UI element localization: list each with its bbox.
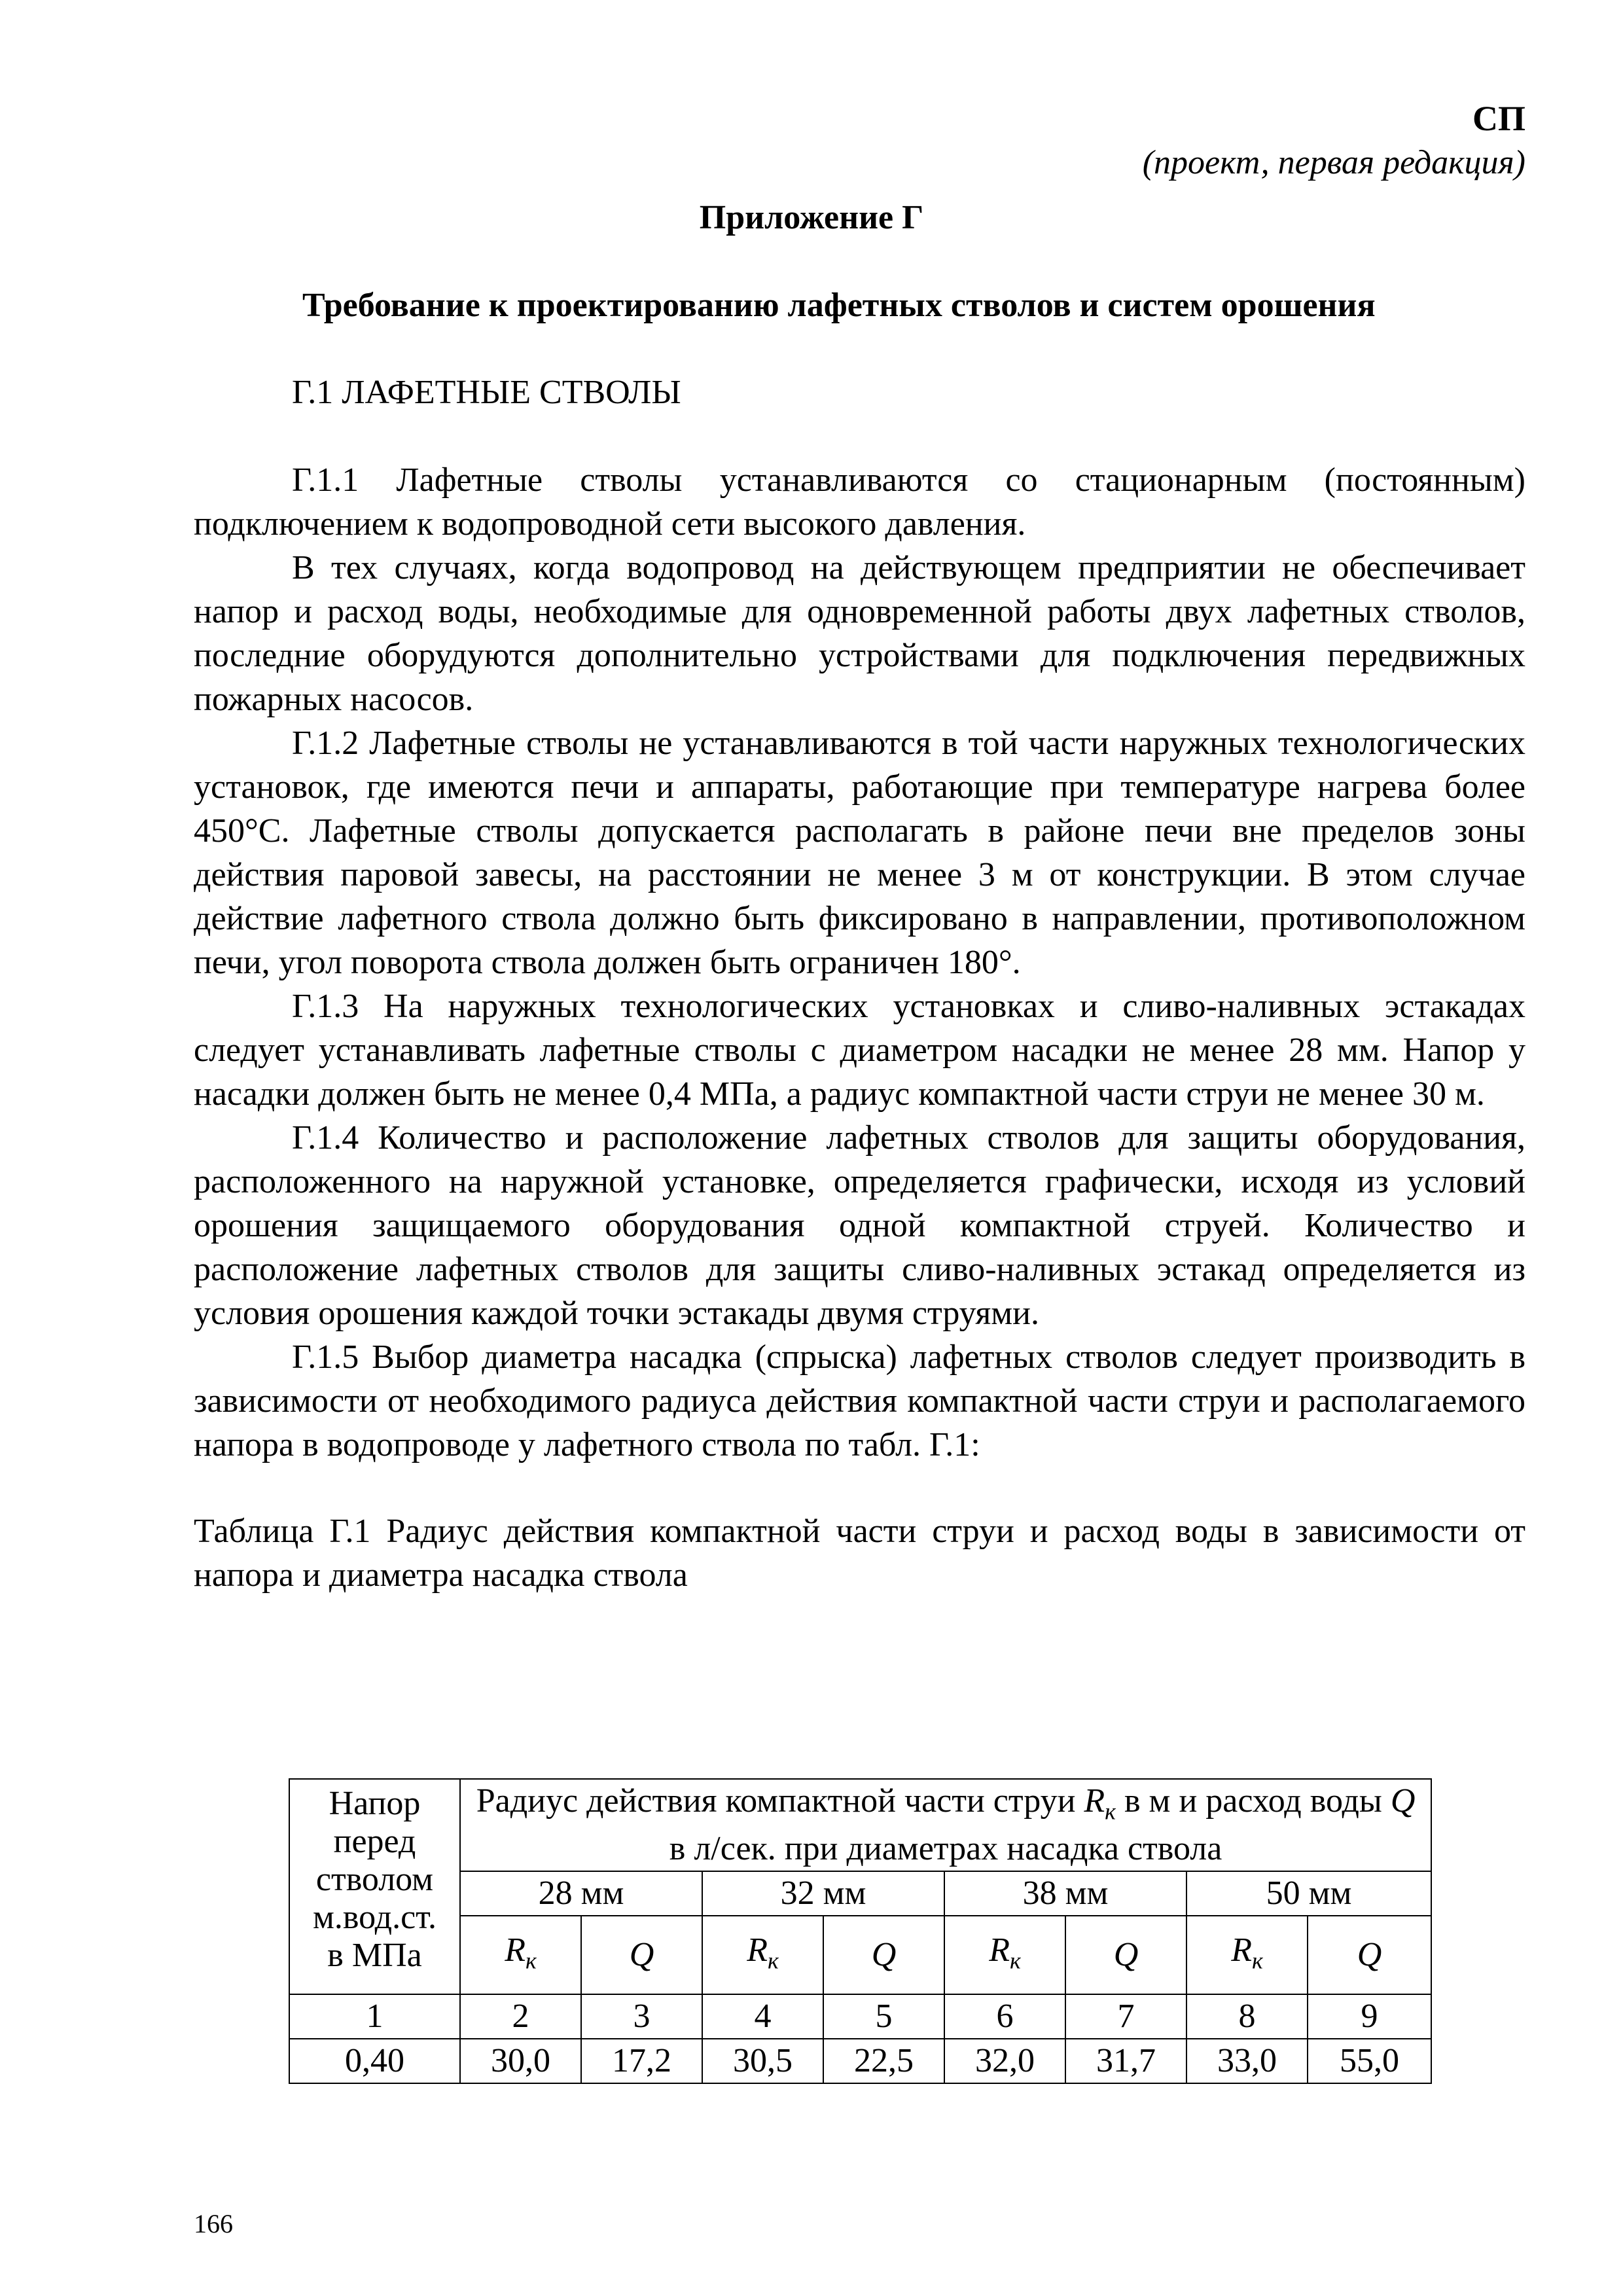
column-number: 4	[702, 1994, 823, 2039]
rk-header: $R_к$	[944, 1916, 1065, 1994]
table-cell: 0,40	[289, 2039, 460, 2083]
radius-flow-header: Радиус действия компактной части струи $R_к$ в м и расход воды Q в л/сек. при диаметрах насадка ствола	[460, 1779, 1431, 1871]
q-header: Q	[1065, 1916, 1186, 1994]
table-cell: 33,0	[1186, 2039, 1308, 2083]
requirement-title: Требование к проектированию лафетных стволов и систем орошения	[302, 287, 1376, 324]
appendix-title: Приложение Г	[699, 199, 924, 236]
column-number: 5	[823, 1994, 944, 2039]
section-heading: Г.1 ЛАФЕТНЫЕ СТВОЛЫ	[292, 374, 681, 411]
rk-header: $R_к$	[1186, 1916, 1308, 1994]
column-number: 2	[460, 1994, 581, 2039]
rk-header: $R_к$	[460, 1916, 581, 1994]
table-cell: 30,0	[460, 2039, 581, 2083]
diameter-28-header: 28 мм	[460, 1871, 702, 1916]
diameter-32-header: 32 мм	[702, 1871, 944, 1916]
q-header: Q	[823, 1916, 944, 1994]
table-caption: Таблица Г.1 Радиус действия компактной части струи и расход воды в зависимости от напора и диаметра насадка ствола	[194, 1513, 1525, 1594]
paragraph-g-1-4: Г.1.4 Количество и расположение лафетных стволов для защиты оборудования, расположенного на наружной установке, определяется графически, исходя из условий орошения защищаемого оборудования одной компактной струей. Количество и расположение лафетных стволов для защиты сливо-наливных эстакад определяется из условия орошения каждой точки эстакады двумя струями.	[194, 1119, 1525, 1332]
q-header: Q	[1308, 1916, 1431, 1994]
paragraph-g-1-3: Г.1.3 На наружных технологических установках и сливо-наливных эстакадах следует устанавливать лафетные стволы с диаметром насадки не менее 28 мм. Напор у насадки должен быть не менее 0,4 МПа, а радиус компактной части струи не менее 30 м.	[194, 988, 1525, 1113]
column-number: 6	[944, 1994, 1065, 2039]
pressure-header-cell: Напор перед стволом м.вод.ст. в МПа	[289, 1779, 460, 1994]
document-code: СП	[1472, 99, 1525, 138]
column-number-row	[289, 1994, 1431, 2039]
column-number: 8	[1186, 1994, 1308, 2039]
body-text	[194, 458, 1525, 1597]
q-header: Q	[581, 1916, 702, 1994]
column-number: 7	[1065, 1994, 1186, 2039]
paragraph-g-1-2: Г.1.2 Лафетные стволы не устанавливаются в той части наружных технологических установок, где имеются печи и аппараты, работающие при температуре нагрева более 450°С. Лафетные стволы допускается располагать в районе печи вне пределов зоны действия паровой завесы, на расстоянии не менее 3 м от конструкции. В этом случае действие лафетного ствола должно быть фиксировано в направлении, противоположном печи, угол поворота ствола должен быть ограничен 180°.	[194, 725, 1525, 981]
table-row	[289, 2039, 1431, 2083]
table-cell: 17,2	[581, 2039, 702, 2083]
paragraph-g-1-5: Г.1.5 Выбор диаметра насадка (спрыска) лафетных стволов следует производить в зависимости от необходимого радиуса действия компактной части струи и располагаемого напора в водопроводе у лафетного ствола по табл. Г.1:	[194, 1338, 1525, 1463]
table-cell: 55,0	[1308, 2039, 1431, 2083]
column-number: 9	[1308, 1994, 1431, 2039]
page-number: 166	[194, 2209, 233, 2238]
column-number: 3	[581, 1994, 702, 2039]
column-number: 1	[289, 1994, 460, 2039]
diameter-50-header: 50 мм	[1186, 1871, 1431, 1916]
table-cell: 22,5	[823, 2039, 944, 2083]
table-cell: 32,0	[944, 2039, 1065, 2083]
diameter-38-header: 38 мм	[944, 1871, 1186, 1916]
rk-header: $R_к$	[702, 1916, 823, 1994]
paragraph-g-1-1: Г.1.1 Лафетные стволы устанавливаются со стационарным (постоянным) подключением к водопроводной сети высокого давления.	[194, 461, 1525, 543]
table-cell: 31,7	[1065, 2039, 1186, 2083]
table-g1	[289, 1778, 1432, 2084]
draft-status: (проект, первая редакция)	[1142, 144, 1525, 181]
table-cell: 30,5	[702, 2039, 823, 2083]
paragraph-pumps: В тех случаях, когда водопровод на действующем предприятии не обеспечивает напор и расход воды, необходимые для одновременной работы двух лафетных стволов, последние оборудуются дополнительно устройствами для подключения передвижных пожарных насосов.	[194, 549, 1525, 718]
